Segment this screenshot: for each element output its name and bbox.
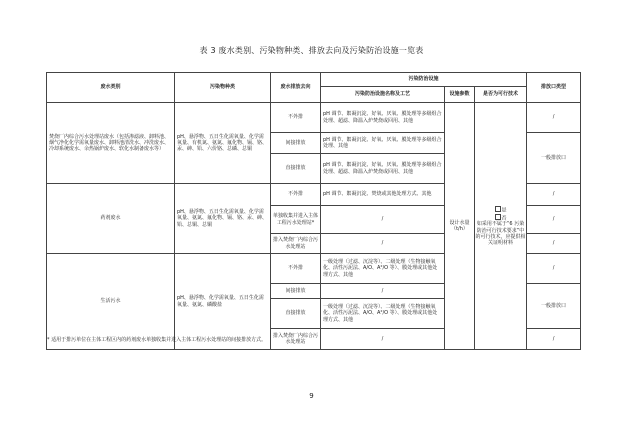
outlet-type: 一般排放口 [527, 284, 581, 329]
header-pollutant-type: 污染物种类 [175, 73, 271, 103]
header-discharge-destination: 废水排放去向 [271, 73, 321, 103]
checkbox-icon [495, 206, 501, 212]
outlet-type: / [527, 103, 581, 133]
pollutant-list: pH、悬浮物、五日生化需氧量、化学需氧量、氨氮、氟化物、镉、铬、汞、砷、铅、总铜、总铜 [175, 184, 271, 254]
facility-process: 一级处理（过滤、沉淀等）、二级处理（生物接触氧化、活性污泥法、A/O、A²/O 等）、膜处理或其他处理方式、其他 [321, 254, 445, 284]
facility-process: / [321, 284, 445, 299]
discharge-destination: 不外排 [271, 103, 321, 133]
discharge-destination: 不外排 [271, 184, 321, 206]
header-facility-name-process: 污染防治设施名称及工艺 [321, 87, 445, 103]
outlet-type: / [527, 184, 581, 206]
wastewater-category: 焚烧厂内综合污水处理站废水（包括渗滤液、卸料池、烟气净化化学需氧量废水、卸料池清洗水、冲洗废水、冷却系统废水、余热锅炉废水、软化水制备废水等） [47, 103, 175, 184]
discharge-destination: 不外排 [271, 254, 321, 284]
header-design-parameters: 设施参数 [445, 87, 475, 103]
header-pollution-control-facility: 污染防治设施 [321, 73, 527, 87]
table-footnote: * 适用于排污单位在主体工程区内的药剂废水单独收集并进入主体工程污水处理站的间接排放方式。 [47, 337, 267, 343]
pollutant-list: pH、悬浮物、五日生化需氧量、化学需氧量、有机氮、氨氮、氟化物、镉、铬、汞、砷、铅、六价铬、总磷、总铜 [175, 103, 271, 184]
outlet-type: 一般排放口 [527, 133, 581, 184]
discharge-destination: 排入焚烧厂内综合污水处理站 [271, 329, 321, 350]
discharge-destination: 直接排放 [271, 154, 321, 184]
wastewater-category: 药剂废水 [47, 184, 175, 254]
feasible-technology-cell [475, 103, 527, 350]
facility-process: pH 调节、絮凝沉淀、好氧、厌氧、膜处理等多级组合处理、其他 [321, 133, 445, 154]
facility-process: pH 调节、絮凝沉淀、焚烧或其他处理方式、其他 [321, 184, 445, 206]
facility-process: pH 调节、絮凝沉淀、好氧、厌氧、膜处理等多级组合处理、超滤、降温入炉焚烧或回用、其他 [321, 103, 445, 133]
table-title: 表 3 废水类别、污染物种类、排放去向及污染防治设施一览表 [199, 46, 424, 55]
header-row-1 [47, 73, 581, 87]
facility-process: pH 调节、絮凝沉淀、好氧、厌氧、膜处理等多级组合处理、超滤、降温入炉焚烧或回用、其他 [321, 154, 445, 184]
discharge-destination: 排入焚烧厂内综合污水处理站 [271, 234, 321, 254]
facility-process: / [321, 329, 445, 350]
facility-process: / [321, 206, 445, 234]
header-wastewater-type: 废水类别 [47, 73, 175, 103]
checkbox-yes [475, 206, 526, 214]
table-row [47, 103, 581, 133]
header-feasible-technology: 是否为可行技术 [475, 87, 527, 103]
wastewater-table [46, 72, 581, 350]
discharge-destination: 间接排放 [271, 284, 321, 299]
checkbox-no-label: 否 [501, 215, 507, 222]
checkbox-yes-label: 是 [501, 207, 507, 214]
checkbox-icon [495, 214, 501, 220]
wastewater-category: 生活污水 [47, 254, 175, 350]
pollutant-list: pH、悬浮物、化学需氧量、五日生化需氧量、氨氮、磷酸盐 [175, 254, 271, 350]
outlet-type: / [527, 206, 581, 234]
facility-process: 一级处理（过滤、沉淀等）、二级处理（生物接触氧化、活性污泥法、A/O、A²/O 等）、膜处理或其他处理方式、其他 [321, 299, 445, 329]
facility-process: / [321, 234, 445, 254]
outlet-type: / [527, 329, 581, 350]
outlet-type: / [527, 254, 581, 284]
feasible-note: 如采用不属于“6 污染防治可行技术要求”中的可行技术，应提供相关证明材料 [475, 221, 526, 246]
outlet-type: / [527, 234, 581, 254]
page-number: 9 [309, 392, 314, 400]
design-parameter: 设计水量（t/h） [445, 103, 475, 350]
discharge-destination: 间接排放 [271, 133, 321, 154]
discharge-destination: 直接排放 [271, 299, 321, 329]
discharge-destination: 单独收集并进入主体工程污水处理站* [271, 206, 321, 234]
header-outlet-type: 排放口类型 [527, 73, 581, 103]
